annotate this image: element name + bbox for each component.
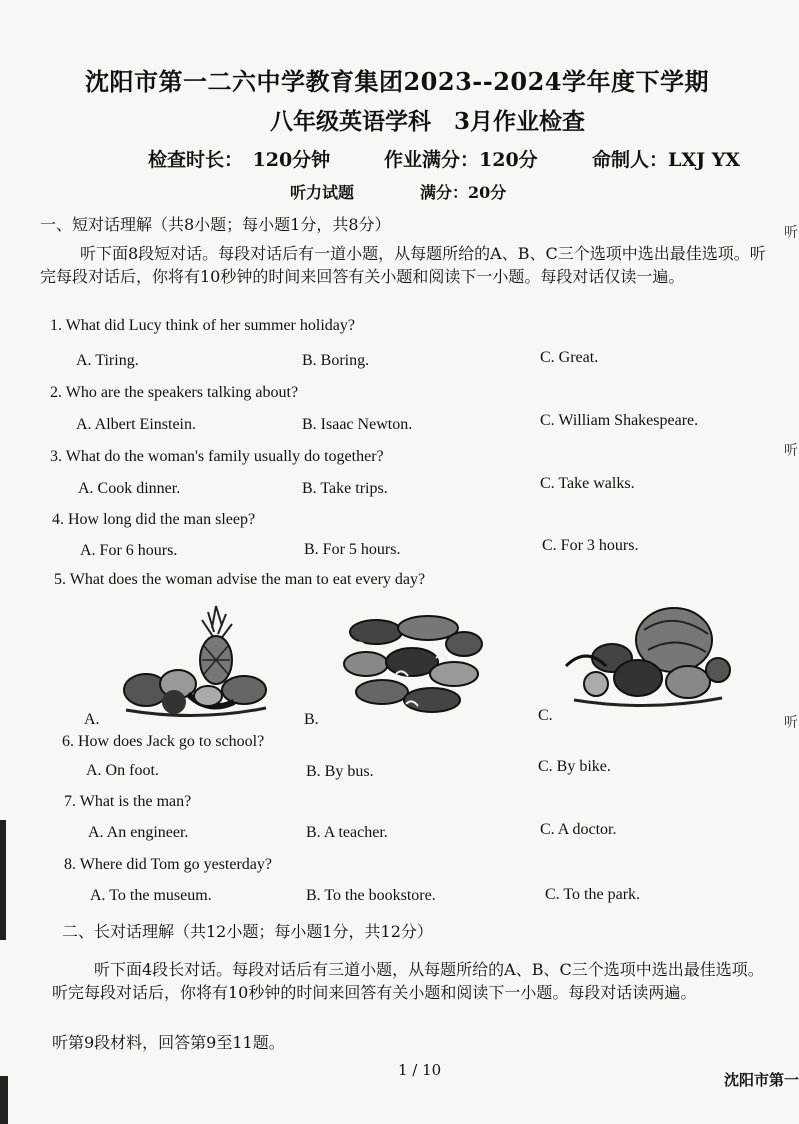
full-score-label: 作业满分：120分	[384, 149, 538, 171]
exam-subtitle: 八年级英语学科 3月作业检查	[270, 108, 586, 135]
section2-heading: 二、长对话理解（共12小题；每小题1分，共12分）	[62, 922, 433, 941]
corner-text: 沈阳市第一	[724, 1071, 799, 1089]
page-number: 1 / 10	[398, 1061, 442, 1079]
q8-option-a: A. To the museum.	[90, 887, 212, 904]
q7-option-b: B. A teacher.	[306, 824, 388, 841]
question-6: 6. How does Jack go to school?	[62, 733, 265, 750]
listening-title: 听力试题	[290, 183, 355, 202]
q1-option-c: C. Great.	[540, 349, 599, 366]
meat-picture-icon	[336, 604, 486, 720]
question-1: 1. What did Lucy think of her summer holiday?	[50, 317, 355, 334]
section2-note: 听第9段材料，回答第9至11题。	[52, 1033, 285, 1052]
q3-option-a: A. Cook dinner.	[78, 480, 181, 497]
q2-option-a: A. Albert Einstein.	[76, 416, 196, 433]
edge-mark: 听	[784, 443, 798, 459]
question-4: 4. How long did the man sleep?	[52, 511, 256, 528]
fruit-picture-icon	[116, 598, 276, 720]
q7-option-c: C. A doctor.	[540, 821, 617, 838]
q8-option-b: B. To the bookstore.	[306, 887, 436, 904]
edge-mark: 听	[784, 715, 798, 731]
q6-option-c: C. By bike.	[538, 758, 611, 775]
q5-option-c: C.	[538, 707, 553, 724]
q4-option-b: B. For 5 hours.	[304, 541, 401, 558]
author-label: 命制人：LXJ YX	[592, 149, 741, 171]
q3-option-c: C. Take walks.	[540, 475, 635, 492]
q6-option-b: B. By bus.	[306, 763, 374, 780]
question-7: 7. What is the man?	[64, 793, 192, 810]
q1-option-a: A. Tiring.	[76, 352, 139, 369]
section2-instruction: 听下面4段长对话。每段对话后有三道小题，从每题所给的A、B、C三个选项中选出最佳选项。听完每段对话后，你将有10秒钟的时间来回答有关小题和阅读下一小题。每段对话读两遍。	[52, 960, 764, 1002]
q1-option-b: B. Boring.	[302, 352, 370, 369]
q8-option-c: C. To the park.	[545, 886, 641, 903]
section1-heading: 一、短对话理解（共8小题；每小题1分，共8分）	[40, 215, 391, 234]
question-5: 5. What does the woman advise the man to eat every day?	[54, 571, 426, 588]
q2-option-c: C. William Shakespeare.	[540, 412, 699, 429]
q5-option-a: A.	[84, 711, 100, 728]
q4-option-c: C. For 3 hours.	[542, 537, 639, 554]
vegetable-picture-icon	[562, 600, 732, 712]
exam-title: 沈阳市第一二六中学教育集团2023--2024学年度下学期	[84, 67, 709, 96]
listening-score: 满分：20分	[420, 183, 507, 202]
scan-shadow	[0, 1076, 8, 1124]
question-2: 2. Who are the speakers talking about?	[50, 384, 299, 401]
section1-instruction: 听下面8段短对话。每段对话后有一道小题，从每题所给的A、B、C三个选项中选出最佳选项。听完每段对话后，你将有10秒钟的时间来回答有关小题和阅读下一小题。每段对话仅读一遍。	[40, 244, 766, 286]
edge-mark: 听	[784, 225, 798, 241]
q2-option-b: B. Isaac Newton.	[302, 416, 413, 433]
q3-option-b: B. Take trips.	[302, 480, 388, 497]
duration-label: 检查时长： 120分钟	[148, 149, 331, 171]
question-8: 8. Where did Tom go yesterday?	[64, 856, 273, 873]
question-3: 3. What do the woman's family usually do together?	[50, 448, 384, 465]
q4-option-a: A. For 6 hours.	[80, 542, 178, 559]
q5-option-b: B.	[304, 711, 319, 728]
scan-shadow	[0, 820, 6, 940]
q7-option-a: A. An engineer.	[88, 824, 189, 841]
q6-option-a: A. On foot.	[86, 762, 159, 779]
